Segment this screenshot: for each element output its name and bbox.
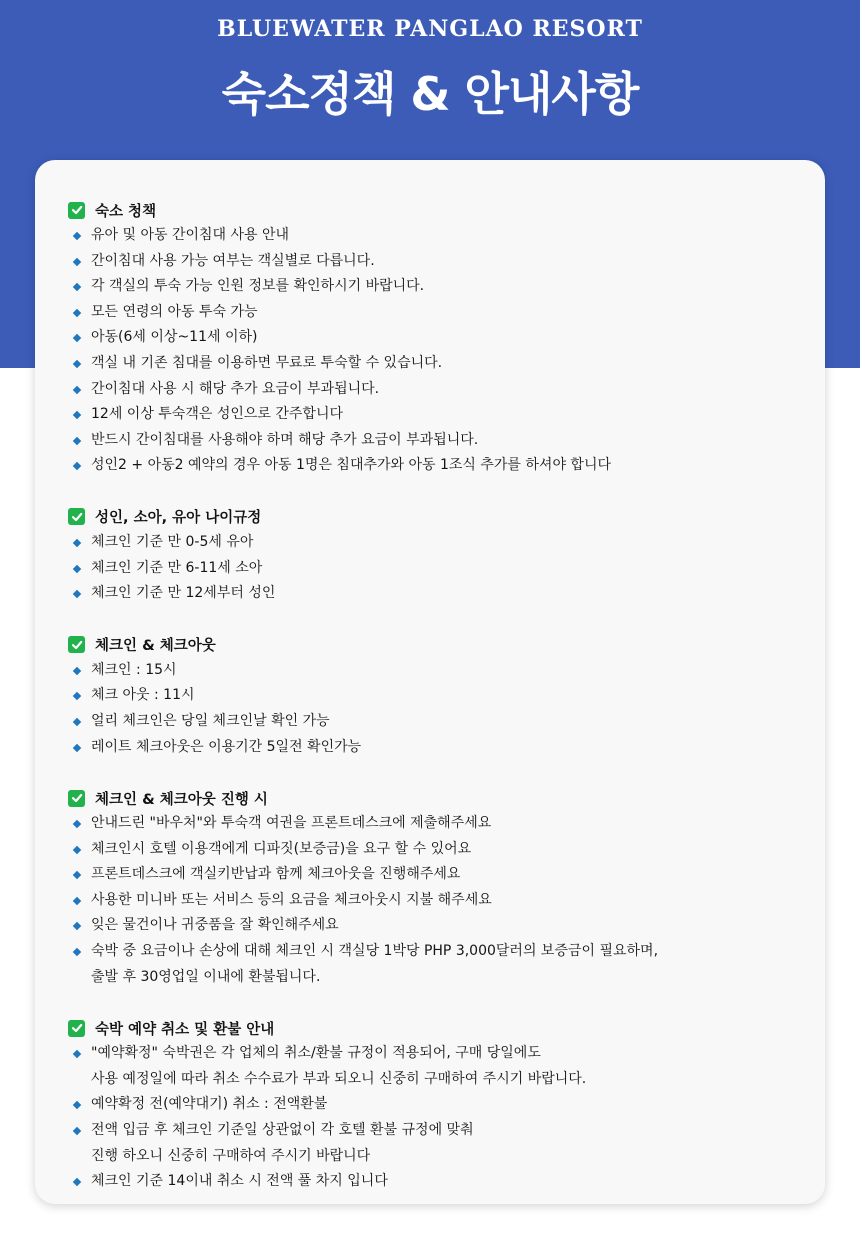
list-item [68, 300, 808, 326]
diamond-bullet-icon [73, 590, 81, 598]
list-item [68, 939, 808, 990]
diamond-bullet-icon [73, 309, 81, 317]
section-title: 숙박 예약 취소 및 환불 안내 [95, 1021, 275, 1038]
list-item [68, 1041, 808, 1092]
diamond-bullet-icon [73, 232, 81, 240]
policy-section [68, 632, 808, 760]
list-item-text: 사용한 미니바 또는 서비스 등의 요금을 체크아웃시 지불 해주세요 [91, 891, 492, 908]
list-item-text: 안내드린 "바우처"와 투숙객 여권을 프론트데스크에 제출해주세요 [91, 815, 492, 832]
section-title: 숙소 청책 [95, 203, 157, 220]
policy-section [68, 197, 808, 479]
list-item-text: 아동(6세 이상~11세 이하) [91, 329, 258, 346]
diamond-bullet-icon [73, 539, 81, 547]
diamond-bullet-icon [73, 1050, 81, 1058]
section-heading [68, 197, 808, 223]
list-item [68, 658, 808, 684]
policy-content [68, 197, 808, 1220]
list-item-text: 객실 내 기존 침대를 이용하면 무료로 투숙할 수 있습니다. [91, 354, 443, 371]
list-item [68, 888, 808, 914]
diamond-bullet-icon [73, 666, 81, 674]
list-item [68, 683, 808, 709]
list-item-text: 전액 입금 후 체크인 기준일 상관없이 각 호텔 환불 규정에 맞춰 진행 하오니 신중히 구매하여 주시기 바랍니다 [91, 1122, 474, 1164]
diamond-bullet-icon [73, 743, 81, 751]
section-heading [68, 504, 808, 530]
list-item-text: 각 객실의 투숙 가능 인원 정보를 확인하시기 바랍니다. [91, 278, 425, 295]
list-item-text: 예약확정 전(예약대기) 취소 : 전액환불 [91, 1096, 328, 1113]
list-item [68, 811, 808, 837]
diamond-bullet-icon [73, 897, 81, 905]
check-icon [68, 508, 85, 525]
section-heading [68, 1015, 808, 1041]
list-item-text: 체크인 : 15시 [91, 661, 177, 678]
policy-card [35, 160, 825, 1204]
list-item [68, 530, 808, 556]
check-icon [68, 790, 85, 807]
list-item [68, 223, 808, 249]
policy-section [68, 785, 808, 990]
list-item-text: 체크 아웃 : 11시 [91, 687, 195, 704]
list-item-text: 체크인시 호텔 이용객에게 디파짓(보증금)을 요구 할 수 있어요 [91, 840, 472, 857]
list-item [68, 377, 808, 403]
diamond-bullet-icon [73, 385, 81, 393]
list-item-text: 체크인 기준 만 6-11세 소아 [91, 559, 263, 576]
list-item-text: 체크인 기준 만 12세부터 성인 [91, 585, 276, 602]
diamond-bullet-icon [73, 922, 81, 930]
list-item [68, 1092, 808, 1118]
page-title: 숙소정책 & 안내사항 [221, 67, 639, 121]
list-item [68, 581, 808, 607]
section-title: 체크인 & 체크아웃 [95, 638, 216, 655]
diamond-bullet-icon [73, 1101, 81, 1109]
diamond-bullet-icon [73, 1127, 81, 1135]
diamond-bullet-icon [73, 845, 81, 853]
list-item-text: 레이트 체크아웃은 이용기간 5일전 확인가능 [91, 738, 362, 755]
diamond-bullet-icon [73, 1178, 81, 1186]
diamond-bullet-icon [73, 692, 81, 700]
list-item [68, 709, 808, 735]
diamond-bullet-icon [73, 820, 81, 828]
diamond-bullet-icon [73, 283, 81, 291]
policy-section [68, 1015, 808, 1195]
list-item [68, 837, 808, 863]
list-item-text: 간이침대 사용 시 해당 추가 요금이 부과됩니다. [91, 380, 380, 397]
diamond-bullet-icon [73, 257, 81, 265]
list-item-text: 숙박 중 요금이나 손상에 대해 체크인 시 객실당 1박당 PHP 3,000달러의 보증금이 필요하며, 출발 후 30영업일 이내에 환불됩니다. [91, 943, 659, 985]
list-item [68, 1169, 808, 1195]
list-item-text: 체크인 기준 만 0-5세 유아 [91, 533, 254, 550]
list-item-text: "예약확정" 숙박권은 각 업체의 취소/환불 규정이 적용되어, 구매 당일에도 사용 예정일에 따라 취소 수수료가 부과 되오니 신중히 구매하여 주시기 바랍니다. [91, 1045, 587, 1087]
list-item-text: 체크인 기준 14이내 취소 시 전액 풀 차지 입니다 [91, 1173, 388, 1190]
diamond-bullet-icon [73, 411, 81, 419]
check-icon [68, 202, 85, 219]
list-item [68, 1118, 808, 1169]
diamond-bullet-icon [73, 437, 81, 445]
section-heading [68, 785, 808, 811]
list-item [68, 402, 808, 428]
section-title: 체크인 & 체크아웃 진행 시 [95, 791, 268, 808]
list-item-text: 얼리 체크인은 당일 체크인날 확인 가능 [91, 712, 330, 729]
section-heading [68, 632, 808, 658]
list-item-text: 잊은 물건이나 귀중품을 잘 확인해주세요 [91, 917, 339, 934]
list-item [68, 862, 808, 888]
policy-section [68, 504, 808, 607]
list-item [68, 351, 808, 377]
list-item-text: 12세 이상 투숙객은 성인으로 간주합니다 [91, 406, 343, 423]
resort-name: BLUEWATER PANGLAO RESORT [217, 16, 643, 42]
list-item [68, 556, 808, 582]
list-item-text: 프론트데스크에 객실키반납과 함께 체크아웃을 진행해주세요 [91, 866, 461, 883]
list-item [68, 428, 808, 454]
diamond-bullet-icon [73, 360, 81, 368]
list-item [68, 325, 808, 351]
diamond-bullet-icon [73, 462, 81, 470]
list-item-text: 간이침대 사용 가능 여부는 객실별로 다릅니다. [91, 252, 375, 269]
list-item [68, 274, 808, 300]
list-item-text: 성인2 + 아동2 예약의 경우 아동 1명은 침대추가와 아동 1조식 추가를 하셔야 합니다 [91, 457, 612, 474]
list-item-text: 반드시 간이침대를 사용해야 하며 해당 추가 요금이 부과됩니다. [91, 431, 479, 448]
list-item-text: 모든 연령의 아동 투숙 가능 [91, 303, 258, 320]
diamond-bullet-icon [73, 334, 81, 342]
list-item [68, 453, 808, 479]
diamond-bullet-icon [73, 871, 81, 879]
check-icon [68, 636, 85, 653]
list-item [68, 249, 808, 275]
diamond-bullet-icon [73, 948, 81, 956]
list-item [68, 735, 808, 761]
check-icon [68, 1020, 85, 1037]
list-item [68, 913, 808, 939]
diamond-bullet-icon [73, 718, 81, 726]
list-item-text: 유아 및 아동 간이침대 사용 안내 [91, 227, 290, 243]
diamond-bullet-icon [73, 564, 81, 572]
section-title: 성인, 소아, 유아 나이규정 [95, 510, 262, 527]
